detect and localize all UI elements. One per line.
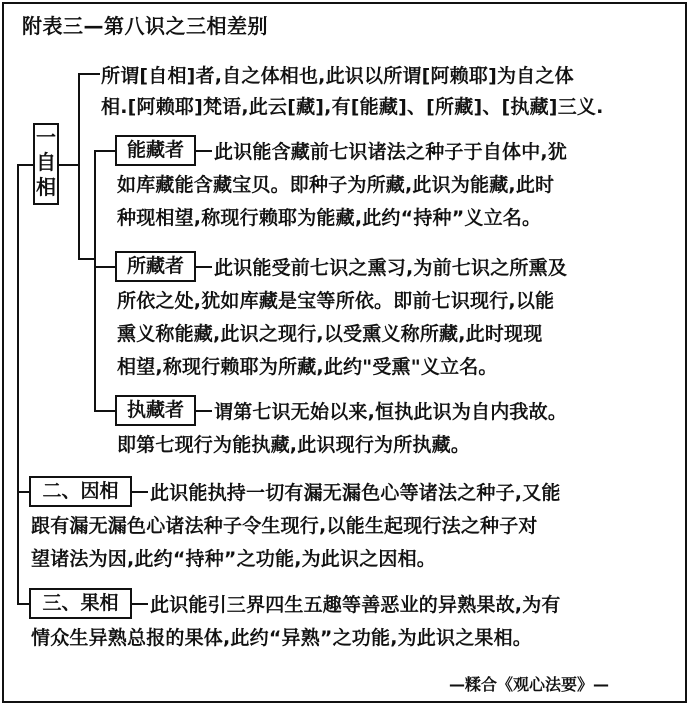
suocang-text-line: 相望,称现行赖耶为所藏,此约"受熏"义立名。 [117, 356, 498, 378]
zixiang-bracket-vertical [78, 73, 80, 260]
zixiang-label-char: 相 [36, 175, 56, 199]
nengcang-text-line: 种现相望,称现行赖耶为能藏,此约“持种”义立名。 [117, 207, 542, 229]
guoxiang-text-line: 情众生异熟总报的果体,此约“异熟”之功能,为此识之果相。 [31, 627, 533, 649]
zhicang-connector [94, 410, 115, 412]
yinxiang-text-line: 望诸法为因,此约“持种”之功能,为此识之因相。 [31, 548, 437, 570]
suocang-text-line: 熏义称能藏,此识之现行,以受熏义称所藏,此时现现 [117, 323, 543, 345]
suocang-connector [94, 266, 115, 268]
nengcang-text-line: 此识能含藏前七识诸法之种子于自体中,犹 [214, 141, 568, 163]
suocang-text-line: 此识能受前七识之熏习,为前七识之所熏及 [214, 257, 568, 279]
zhicang-text-line: 即第七现行为能执藏,此识现行为所执藏。 [117, 434, 471, 456]
yinxiang-label-box: 二、因相 [29, 476, 132, 507]
zixiang-connector [17, 164, 33, 166]
nengcang-label-box: 能藏者 [115, 135, 196, 166]
zhicang-text-line: 谓第七识无始以来,恒执此识为自内我故。 [214, 401, 568, 423]
yinxiang-text-line: 此识能执持一切有漏无漏色心等诸法之种子,又能 [150, 482, 561, 504]
guoxiang-label-box: 三、果相 [29, 588, 132, 619]
suocang-label-box: 所藏者 [115, 251, 196, 282]
suocang-text-line: 所依之处,犹如库藏是宝等所依。即前七识现行,以能 [117, 290, 555, 312]
zixiang-bracket-bottom [78, 258, 94, 260]
main-bracket-vertical [17, 164, 19, 604]
guoxiang-text-line: 此识能引三界四生五趣等善恶业的异熟果故,为有 [150, 594, 561, 616]
zixiang-bracket-top [78, 73, 100, 75]
nengcang-dash [196, 150, 212, 152]
nengcang-connector [94, 150, 115, 152]
yinxiang-connector [17, 491, 29, 493]
zhicang-label-box: 执藏者 [115, 395, 196, 426]
diagram-title: 附表三—第八识之三相差别 [22, 14, 268, 38]
suocang-dash [196, 266, 212, 268]
sancang-bracket-vertical [94, 150, 96, 412]
zhicang-dash [196, 410, 212, 412]
yinxiang-dash [132, 491, 148, 493]
zixiang-box-link [59, 164, 78, 166]
zixiang-label-box [33, 123, 59, 205]
source-citation: —糅合《观心法要》— [449, 675, 610, 694]
yinxiang-text-line: 跟有漏无漏色心诸法种子令生现行,以能生起现行法之种子对 [31, 515, 538, 537]
nengcang-text-line: 如库藏能含藏宝贝。即种子为所藏,此识为能藏,此时 [117, 174, 555, 196]
guoxiang-dash [132, 603, 148, 605]
guoxiang-connector [17, 603, 29, 605]
zixiang-text-line: 相.[阿赖耶]梵语,此云[藏],有[能藏]、[所藏]、[执藏]三义. [101, 96, 604, 118]
zixiang-label-char: 自 [36, 150, 56, 174]
zixiang-label-char: 一 [36, 125, 56, 149]
zixiang-text-line: 所谓[自相]者,自之体相也,此识以所谓[阿赖耶]为自之体 [101, 65, 574, 87]
